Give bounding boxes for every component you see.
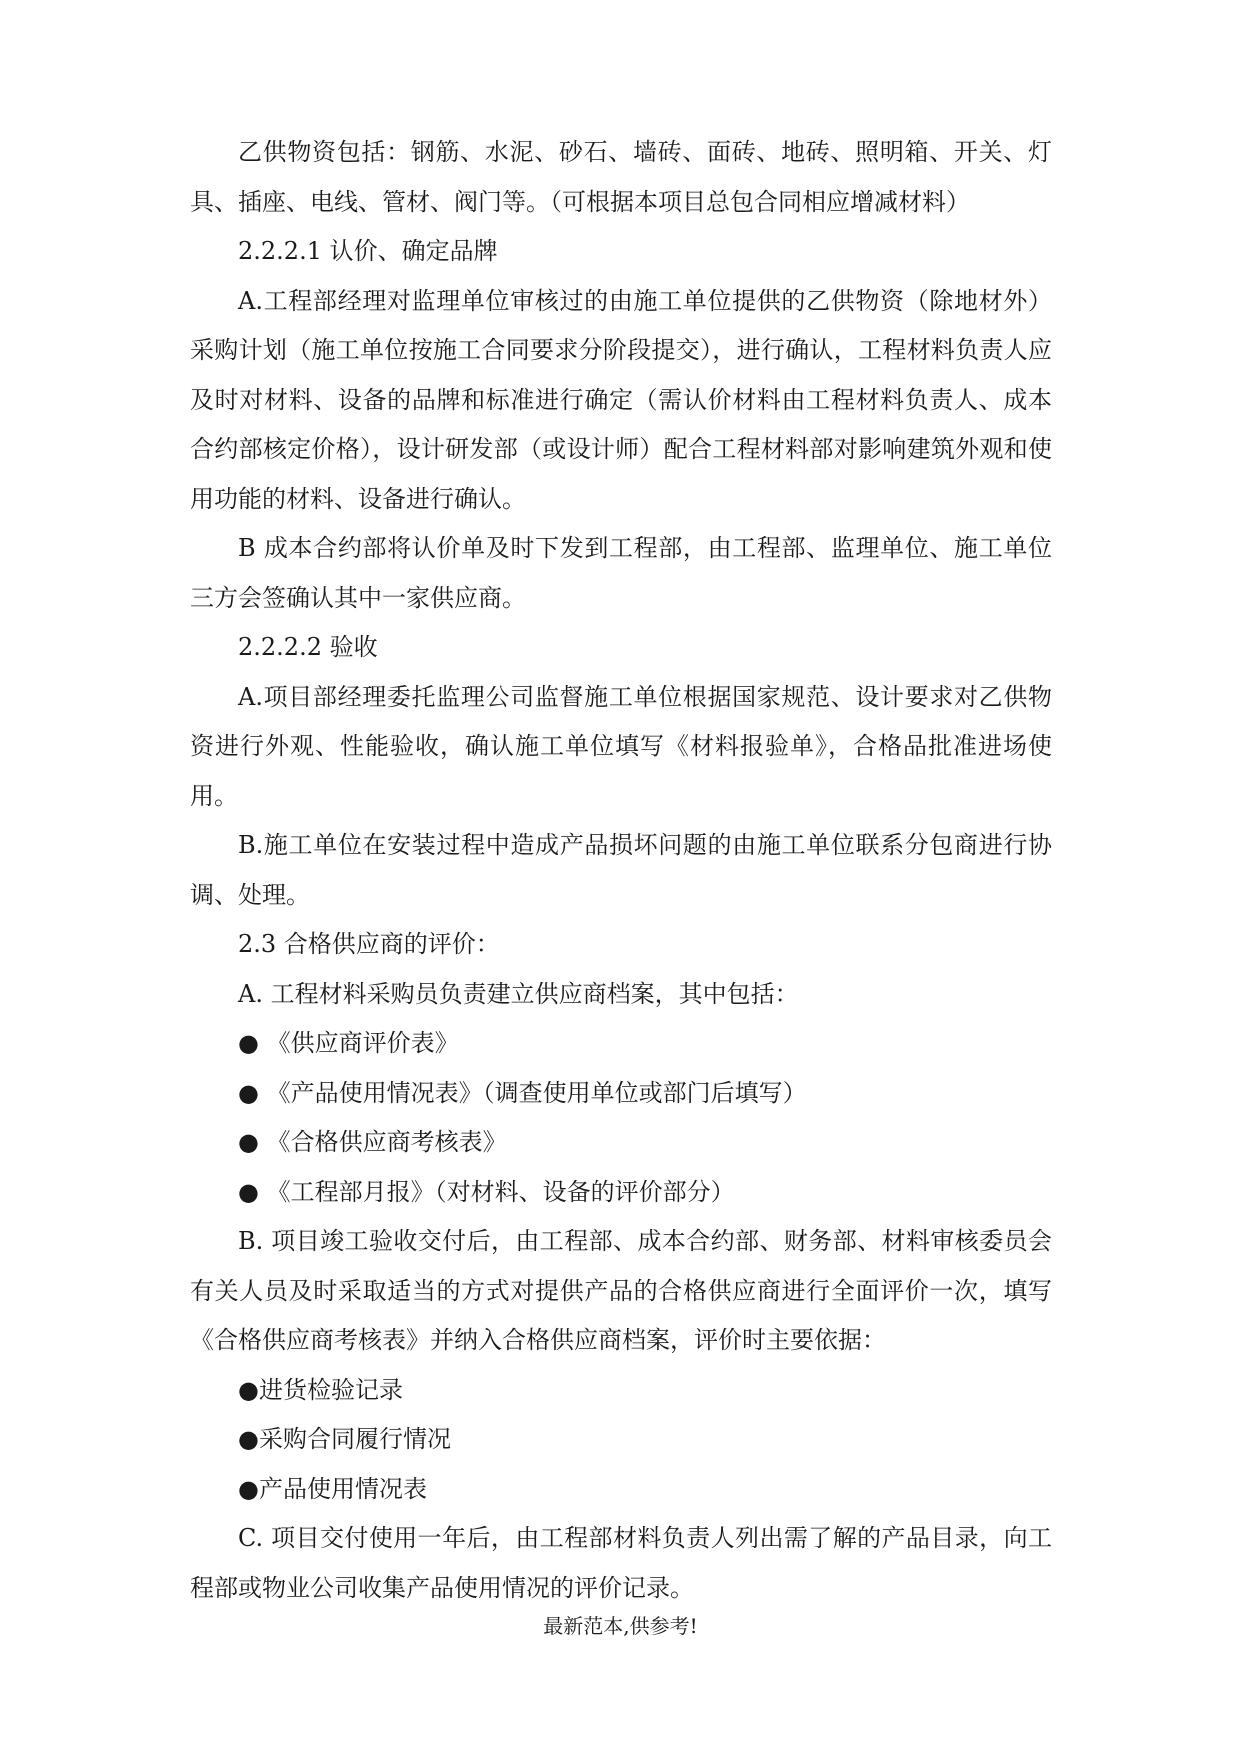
bullet-item: ● 《合格供应商考核表》 [238,1128,507,1156]
bullet-item: ● 《产品使用情况表》（调查使用单位或部门后填写） [238,1078,807,1107]
heading-2-2-2-2: 2.2.2.2 验收 [238,633,378,661]
heading-2-3: 2.3 合格供应商的评价： [238,930,500,958]
paragraph-materials-list: 乙供物资包括：钢筋、水泥、砂石、墙砖、面砖、地砖、照明箱、开关、灯具、插座、电线、管材、阀门等。（可根据本项目总包合同相应增减材料） [190,138,1052,216]
page-footer: 最新范本,供参考! [543,1614,698,1638]
bullet-item: ●产品使用情况表 [238,1474,427,1503]
paragraph-2-2-2-2-b: B.施工单位在安装过程中造成产品损坏问题的由施工单位联系分包商进行协调、处理。 [190,831,1052,909]
paragraph-2-3-b: B. 项目竣工验收交付后，由工程部、成本合约部、财务部、材料审核委员会有关人员及时采取适当的方式对提供产品的合格供应商进行全面评价一次，填写《合格供应商考核表》并纳入合格供应商档案，评价时主要依据： [190,1227,1052,1354]
document-body [190,128,1052,1613]
bullet-item: ●采购合同履行情况 [238,1425,451,1453]
paragraph-2-3-c: C. 项目交付使用一年后，由工程部材料负责人列出需了解的产品目录，向工程部或物业公司收集产品使用情况的评价记录。 [190,1524,1052,1602]
paragraph-2-2-2-1-b: B 成本合约部将认价单及时下发到工程部，由工程部、监理单位、施工单位三方会签确认其中一家供应商。 [190,534,1052,612]
heading-2-2-2-1: 2.2.2.1 认价、确定品牌 [238,237,498,265]
bullet-item: ● 《工程部月报》（对材料、设备的评价部分） [238,1177,735,1206]
bullet-item: ●进货检验记录 [238,1375,403,1404]
paragraph-2-3-a: A. 工程材料采购员负责建立供应商档案，其中包括： [238,979,799,1008]
paragraph-2-2-2-1-a: A.工程部经理对监理单位审核过的由施工单位提供的乙供物资（除地材外）采购计划（施工单位按施工合同要求分阶段提交），进行确认，工程材料负责人应及时对材料、设备的品牌和标准进行确定（需认价材料由工程材料负责人、成本合约部核定价格），设计研发部（或设计师）配合工程材料部对影响建筑外观和使用功能的材料、设备进行确认。 [190,286,1052,513]
bullet-item: ● 《供应商评价表》 [238,1029,459,1057]
paragraph-2-2-2-2-a: A.项目部经理委托监理公司监督施工单位根据国家规范、设计要求对乙供物资进行外观、性能验收，确认施工单位填写《材料报验单》，合格品批准进场使用。 [190,682,1052,810]
